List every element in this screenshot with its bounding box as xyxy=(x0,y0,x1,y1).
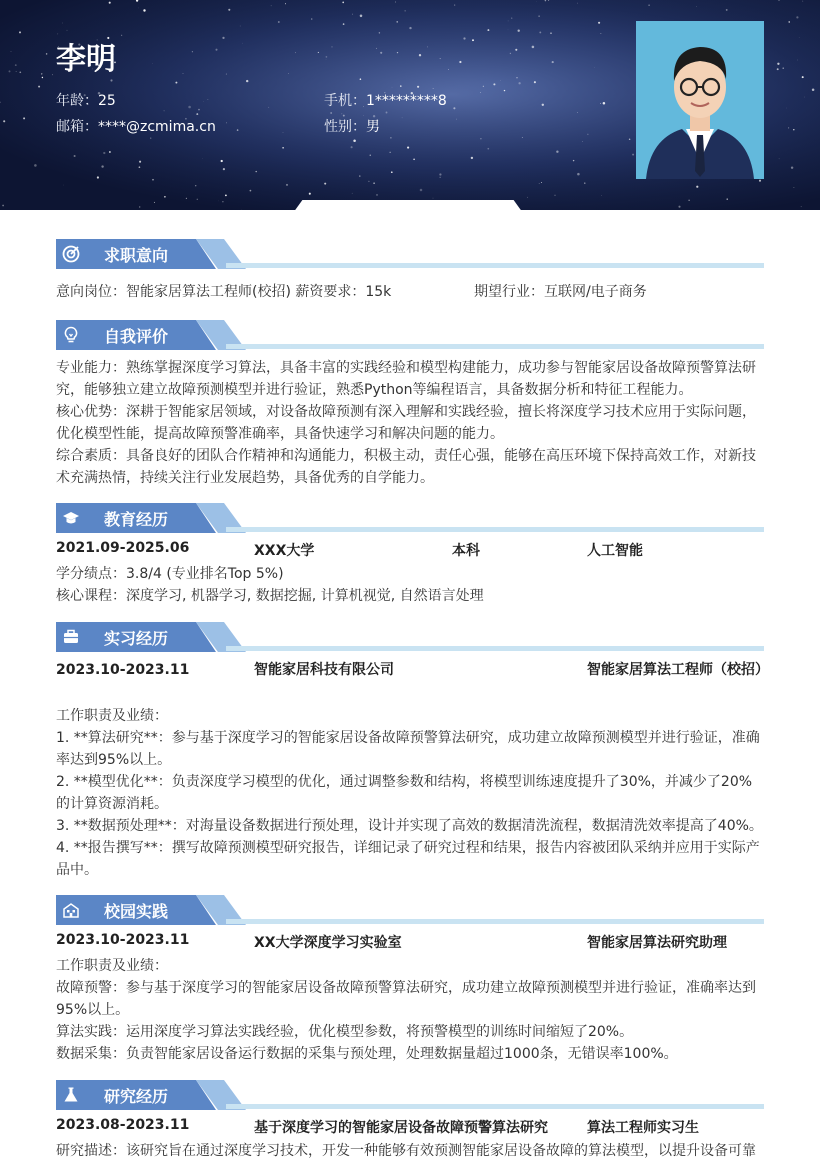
star xyxy=(439,173,441,175)
star xyxy=(696,186,698,188)
age-value: 25 xyxy=(98,93,116,109)
star xyxy=(504,90,505,91)
star xyxy=(678,206,680,208)
email-field xyxy=(56,116,216,136)
star xyxy=(288,73,289,74)
star xyxy=(427,47,428,48)
internship-role: 智能家居算法工程师（校招） xyxy=(587,659,764,681)
star xyxy=(396,21,397,22)
star xyxy=(246,80,248,82)
lightbulb-icon xyxy=(62,326,80,344)
gender-field xyxy=(324,116,380,136)
graduation-cap-icon xyxy=(62,509,80,527)
star xyxy=(440,177,441,178)
self-eval-paragraph: 综合素质：具备良好的团队合作精神和沟通能力，积极主动，责任心强，能够在高压环境下保持高效工作，对新技术充满热情，持续关注行业发展趋势，具备优秀的自学能力。 xyxy=(56,445,764,489)
star xyxy=(648,4,649,5)
star xyxy=(727,198,728,199)
star xyxy=(402,117,403,118)
star xyxy=(391,171,393,173)
campus-details xyxy=(56,955,764,1065)
section-title: 研究经历 xyxy=(104,1084,168,1107)
duty-item: 故障预警：参与基于深度学习的智能家居设备故障预警算法研究，成功建立故障预测模型并进行验证，准确率达到95%以上。 xyxy=(56,977,764,1021)
star xyxy=(52,74,53,75)
star xyxy=(799,37,800,38)
star xyxy=(802,1,803,2)
star xyxy=(407,147,409,149)
star xyxy=(453,107,455,109)
star xyxy=(353,140,356,143)
star xyxy=(541,182,542,183)
star xyxy=(23,117,25,119)
star xyxy=(493,83,495,85)
star xyxy=(19,31,21,33)
campus-org: XX大学深度学习实验室 xyxy=(254,932,402,952)
star xyxy=(295,52,296,53)
flask-icon xyxy=(62,1086,80,1104)
section-job-intent xyxy=(56,239,764,303)
star xyxy=(515,49,517,51)
internship-row xyxy=(56,659,764,703)
star xyxy=(237,129,239,131)
star xyxy=(629,139,631,141)
star xyxy=(405,10,406,11)
gender-value: 男 xyxy=(366,119,380,135)
star xyxy=(331,46,332,47)
star xyxy=(46,53,48,55)
star xyxy=(390,152,391,153)
star xyxy=(368,181,369,182)
target-icon xyxy=(62,245,80,263)
star xyxy=(420,189,423,192)
section-title: 自我评价 xyxy=(104,324,168,347)
star xyxy=(487,148,489,150)
phone-value: 1*********8 xyxy=(366,93,447,109)
star xyxy=(522,137,523,138)
self-eval-paragraph: 专业能力：熟练掌握深度学习算法，具备丰富的实践经验和模型构建能力，成功参与智能家居设备故障预警算法研究，能够独立建立故障预测模型并进行验证，熟悉Python等编程语言，具备数据分析和特征工程能力。 xyxy=(56,357,764,401)
star xyxy=(101,165,103,167)
star xyxy=(343,23,345,25)
star xyxy=(373,182,375,184)
self-eval-text xyxy=(56,357,764,489)
star xyxy=(779,158,780,159)
star xyxy=(175,82,177,84)
star xyxy=(777,68,779,70)
briefcase-icon xyxy=(62,628,80,646)
duty-label: 工作职责及业绩： xyxy=(56,705,764,727)
star xyxy=(376,48,377,49)
education-details xyxy=(56,563,764,607)
star xyxy=(793,187,794,188)
star xyxy=(222,201,223,202)
star xyxy=(459,61,461,63)
star xyxy=(138,8,139,9)
duty-label: 工作职责及业绩： xyxy=(56,955,764,977)
star xyxy=(471,157,473,159)
star xyxy=(793,129,794,130)
star xyxy=(812,88,815,91)
star xyxy=(222,37,224,39)
research-role: 算法工程师实习生 xyxy=(587,1117,699,1137)
star xyxy=(577,173,580,176)
star xyxy=(582,141,583,142)
star xyxy=(386,112,388,114)
star xyxy=(42,77,43,78)
star xyxy=(74,155,76,157)
duty-item: 1. **算法研究**：参与基于深度学习的智能家居设备故障预警算法研究，成功建立故障预测模型并进行验证，准确率达到95%以上。 xyxy=(56,727,764,771)
star xyxy=(360,15,363,18)
profile-photo xyxy=(636,21,764,179)
duty-item: 数据采集：负责智能家居设备运行数据的采集与预处理，处理数据量超过1000条，无错误率100%。 xyxy=(56,1043,764,1065)
email-label: 邮箱： xyxy=(56,119,98,135)
star xyxy=(480,92,481,93)
desired-position: 意向岗位：智能家居算法工程师(校招) 薪资要求：15k xyxy=(56,281,391,301)
star xyxy=(516,77,517,78)
age-label: 年龄： xyxy=(56,93,98,109)
star xyxy=(215,49,217,51)
section-divider xyxy=(226,919,764,924)
star xyxy=(203,101,204,102)
star xyxy=(448,69,449,70)
section-divider xyxy=(226,344,764,349)
star xyxy=(380,52,382,54)
star xyxy=(139,161,141,163)
phone-field xyxy=(324,90,447,110)
star xyxy=(164,110,165,111)
major: 人工智能 xyxy=(587,540,643,560)
star xyxy=(271,6,272,7)
email-value: ****@zcmima.cn xyxy=(98,119,216,135)
star xyxy=(802,76,804,78)
star xyxy=(202,158,203,159)
star xyxy=(463,37,465,39)
star xyxy=(759,180,761,182)
gender-label: 性别： xyxy=(324,119,366,135)
education-row xyxy=(56,540,764,562)
star xyxy=(783,68,784,69)
star xyxy=(63,185,64,186)
section-internship xyxy=(56,622,764,881)
research-period: 2023.08-2023.11 xyxy=(56,1117,189,1133)
star xyxy=(539,31,541,33)
section-divider xyxy=(226,1104,764,1109)
star xyxy=(309,193,311,195)
star xyxy=(67,30,68,31)
section-divider xyxy=(226,263,764,268)
star xyxy=(11,51,12,52)
star xyxy=(632,154,634,156)
campus-role: 智能家居算法研究助理 xyxy=(587,932,727,952)
star xyxy=(208,99,209,100)
star xyxy=(542,104,544,106)
star xyxy=(548,0,549,1)
star xyxy=(196,113,198,115)
duty-item: 3. **数据预处理**：对海量设备数据进行预处理，设计并实现了高效的数据清洗流程，数据清洗效率提高了40%。 xyxy=(56,815,764,837)
star xyxy=(352,193,353,194)
star xyxy=(38,86,40,88)
star xyxy=(556,150,558,152)
star xyxy=(226,123,227,124)
star xyxy=(433,88,434,89)
star xyxy=(539,183,540,184)
star xyxy=(552,61,554,63)
star xyxy=(285,3,286,4)
star xyxy=(601,33,602,34)
star xyxy=(433,198,434,199)
star xyxy=(97,176,99,178)
star xyxy=(417,86,419,88)
star xyxy=(331,112,332,113)
candidate-name: 李明 xyxy=(56,34,116,78)
star xyxy=(226,74,227,75)
star xyxy=(555,195,556,196)
gpa: 学分绩点：3.8/4 (专业排名Top 5%) xyxy=(56,563,764,585)
star xyxy=(225,195,227,197)
star xyxy=(255,171,256,172)
star xyxy=(379,32,380,33)
star xyxy=(103,152,105,154)
star xyxy=(19,71,21,73)
section-title: 教育经历 xyxy=(104,507,168,530)
duty-item: 2. **模型优化**：负责深度学习模型的优化，通过调整参数和结构，将模型训练速度提升了30%，并减少了20%的计算资源消耗。 xyxy=(56,771,764,815)
star xyxy=(352,14,353,15)
star xyxy=(791,166,793,168)
star xyxy=(573,160,574,161)
star xyxy=(419,54,421,56)
intent-row xyxy=(56,281,764,303)
star xyxy=(395,2,396,3)
star xyxy=(318,52,319,53)
star xyxy=(143,9,145,11)
star xyxy=(326,56,328,58)
star xyxy=(518,30,520,32)
star xyxy=(311,18,313,20)
star xyxy=(198,109,200,111)
star xyxy=(788,21,789,22)
campus-row xyxy=(56,932,764,954)
campus-period: 2023.10-2023.11 xyxy=(56,932,189,948)
self-eval-paragraph: 核心优势：深耕于智能家居领域，对设备故障预测有深入理解和实践经验，擅长将深度学习技术应用于实际问题，优化模型性能，提高故障预警准确率，具备快速学习和解决问题的能力。 xyxy=(56,401,764,445)
star xyxy=(282,147,284,149)
section-header xyxy=(56,895,764,927)
star xyxy=(370,155,371,156)
company-name: 智能家居科技有限公司 xyxy=(254,659,394,681)
star xyxy=(16,71,17,72)
star xyxy=(454,5,455,6)
star xyxy=(584,183,585,184)
star xyxy=(221,160,223,162)
section-campus-practice xyxy=(56,895,764,1065)
section-divider xyxy=(226,646,764,651)
header-notch xyxy=(288,200,528,220)
star xyxy=(777,63,779,65)
phone-label: 手机： xyxy=(324,93,366,109)
star xyxy=(788,127,789,128)
star xyxy=(480,138,481,139)
section-self-evaluation xyxy=(56,320,764,489)
star xyxy=(150,138,151,139)
star xyxy=(413,158,415,160)
section-divider xyxy=(226,527,764,532)
star xyxy=(532,46,535,49)
star xyxy=(400,85,401,86)
age-field xyxy=(56,90,116,110)
star xyxy=(9,70,11,72)
section-header xyxy=(56,239,764,271)
star xyxy=(283,132,284,133)
star xyxy=(440,58,441,59)
section-header xyxy=(56,320,764,352)
star xyxy=(409,27,411,29)
star xyxy=(688,200,689,201)
star xyxy=(487,29,489,31)
research-project: 基于深度学习的智能家居设备故障预警算法研究 xyxy=(254,1117,548,1137)
star xyxy=(534,81,536,83)
star xyxy=(603,102,606,105)
star xyxy=(3,120,5,122)
core-courses: 核心课程：深度学习, 机器学习, 数据挖掘, 计算机视觉, 自然语言处理 xyxy=(56,585,764,607)
star xyxy=(286,184,288,186)
star xyxy=(801,206,802,207)
star xyxy=(183,73,184,74)
star xyxy=(341,113,342,114)
research-description: 研究描述：该研究旨在通过深度学习技术，开发一种能够有效预测智能家居设备故障的算法模型，以提升设备可靠 xyxy=(56,1140,764,1162)
star xyxy=(587,134,588,135)
school-name: XXX大学 xyxy=(254,540,314,560)
star xyxy=(600,103,601,104)
star xyxy=(726,9,728,11)
star xyxy=(152,179,154,181)
star xyxy=(41,73,42,74)
section-header xyxy=(56,1080,764,1112)
star xyxy=(223,168,225,170)
star xyxy=(34,164,37,167)
star xyxy=(121,35,122,36)
internship-period: 2023.10-2023.11 xyxy=(56,659,189,681)
star xyxy=(360,78,362,80)
star xyxy=(192,51,193,52)
star xyxy=(456,119,457,120)
star xyxy=(109,151,111,153)
section-header xyxy=(56,503,764,535)
star xyxy=(110,79,112,81)
star xyxy=(324,183,326,185)
star xyxy=(2,205,4,207)
star xyxy=(342,2,344,4)
section-header xyxy=(56,622,764,654)
section-title: 校园实践 xyxy=(104,899,168,922)
star xyxy=(164,196,166,198)
star xyxy=(62,23,63,24)
star xyxy=(188,106,191,109)
star xyxy=(240,26,241,27)
star xyxy=(511,17,512,18)
star xyxy=(139,166,141,168)
star xyxy=(483,86,484,87)
star xyxy=(510,53,511,54)
star xyxy=(538,15,540,17)
star xyxy=(550,32,552,34)
star xyxy=(278,21,280,23)
star xyxy=(472,39,474,41)
star xyxy=(359,175,360,176)
star xyxy=(154,202,155,203)
star xyxy=(518,82,520,84)
star xyxy=(250,190,252,192)
building-icon xyxy=(62,901,80,919)
star xyxy=(797,60,798,61)
star xyxy=(527,197,528,198)
star xyxy=(577,3,578,4)
star xyxy=(195,185,196,186)
section-education xyxy=(56,503,764,607)
star xyxy=(197,199,198,200)
star xyxy=(15,64,17,66)
section-title: 求职意向 xyxy=(104,243,168,266)
section-research xyxy=(56,1080,764,1162)
star xyxy=(351,146,353,148)
star xyxy=(796,16,798,18)
star xyxy=(577,112,578,113)
star xyxy=(109,2,111,4)
resume-header xyxy=(0,0,820,210)
star xyxy=(269,107,270,108)
duty-item: 算法实践：运用深度学习算法实践经验，优化模型参数，将预警模型的训练时间缩短了20%。 xyxy=(56,1021,764,1043)
research-row xyxy=(56,1117,764,1139)
star xyxy=(397,52,398,53)
section-title: 实习经历 xyxy=(104,626,168,649)
internship-details xyxy=(56,705,764,881)
desired-industry: 期望行业：互联网/电子商务 xyxy=(474,281,647,301)
star xyxy=(228,9,230,11)
duty-item: 4. **报告撰写**：撰写故障预测模型研究报告，详细记录了研究过程和结果，报告内容被团队采纳并应用于实际产品中。 xyxy=(56,837,764,881)
star xyxy=(598,22,600,24)
star xyxy=(508,21,509,22)
degree: 本科 xyxy=(452,540,480,560)
star xyxy=(186,198,187,199)
star xyxy=(139,206,140,207)
star xyxy=(376,194,378,196)
star xyxy=(390,137,392,139)
education-period: 2021.09-2025.06 xyxy=(56,540,189,556)
star xyxy=(500,80,501,81)
